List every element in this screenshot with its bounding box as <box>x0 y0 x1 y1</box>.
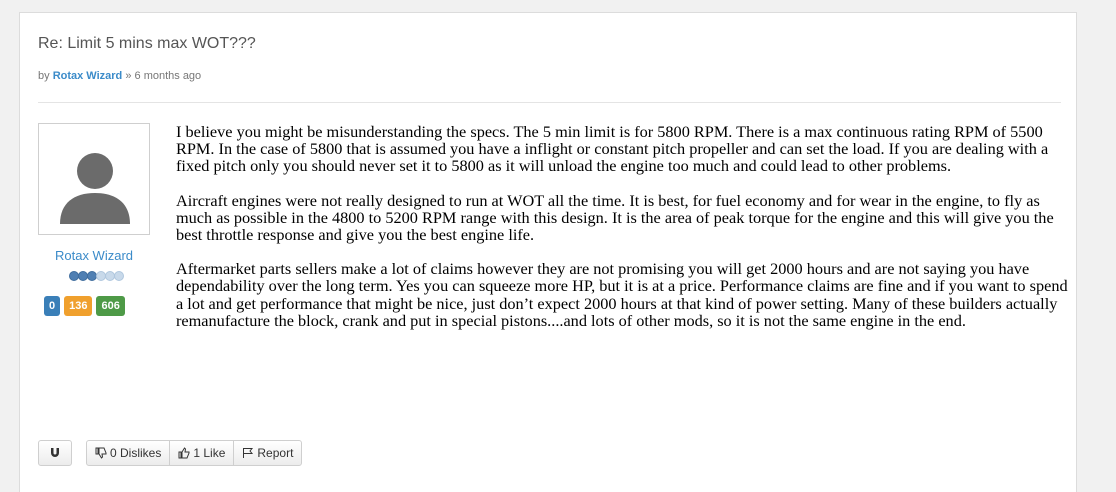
byline-separator: » <box>125 70 132 82</box>
vote-group <box>86 440 302 466</box>
badge-count-blue[interactable]: 0 <box>44 296 60 316</box>
flag-icon <box>242 447 254 459</box>
by-label: by <box>38 70 50 82</box>
post-body <box>176 123 1071 346</box>
dislike-count: 0 Dislikes <box>110 446 162 460</box>
post-actions <box>38 440 302 466</box>
badge-count-orange[interactable]: 136 <box>64 296 92 316</box>
report-button[interactable] <box>233 440 302 466</box>
rank-dot-empty <box>114 271 124 281</box>
post-paragraph: Aircraft engines were not really designed to run at WOT all the time. It is best, for fuel economy and for wear in the engine, to fly as much as possible in the 4800 to 5200 RPM range with this design. It is the area of peak torque for the engine and this will give you the best throttle response and give you the best engine life. <box>176 190 1054 245</box>
post-title: Re: Limit 5 mins max WOT??? <box>38 35 256 52</box>
post-time: 6 months ago <box>134 70 202 82</box>
user-badges <box>44 296 125 316</box>
avatar[interactable] <box>38 123 150 235</box>
moderate-button[interactable] <box>38 440 72 466</box>
user-rank <box>69 271 123 283</box>
divider <box>38 102 1061 103</box>
magnet-icon <box>49 447 61 459</box>
thumbs-up-icon <box>178 447 190 459</box>
thumbs-down-icon <box>95 447 107 459</box>
post-paragraph: Aftermarket parts sellers make a lot of claims however they are not promising you will get 2000 hours and are not saying you have dependability over the long term. Yes you can squeeze more HP, but it is at a price. Performance claims are fine and if you want to spend a lot and get performance that might be nice, just don’t expect 2000 hours at that kind of power setting. Many of these builders actually remanufacture the block, crank and put in special pistons....and lots of other mods, so it is not the same engine in the end. <box>176 259 1068 330</box>
author-link[interactable]: Rotax Wizard <box>52 70 123 82</box>
post-byline <box>38 70 201 82</box>
user-name[interactable]: Rotax Wizard <box>54 248 134 263</box>
badge-count-green[interactable]: 606 <box>96 296 124 316</box>
post-card <box>19 12 1077 492</box>
report-label: Report <box>257 446 294 460</box>
like-button[interactable] <box>169 440 234 466</box>
like-count: 1 Like <box>193 446 226 460</box>
top-strip <box>0 0 1116 12</box>
dislike-button[interactable] <box>86 440 170 466</box>
user-silhouette-icon <box>54 151 136 224</box>
post-paragraph: I believe you might be misunderstanding the specs. The 5 min limit is for 5800 RPM. There is a max continuous rating RPM of 5500 RPM. In the case of 5800 that is assumed you have a inflight or constant pitch propeller and can set the load. If you are dealing with a fixed pitch only you should never set it to 5800 as it will unload the engine too much and could lead to other problems. <box>176 122 1049 176</box>
